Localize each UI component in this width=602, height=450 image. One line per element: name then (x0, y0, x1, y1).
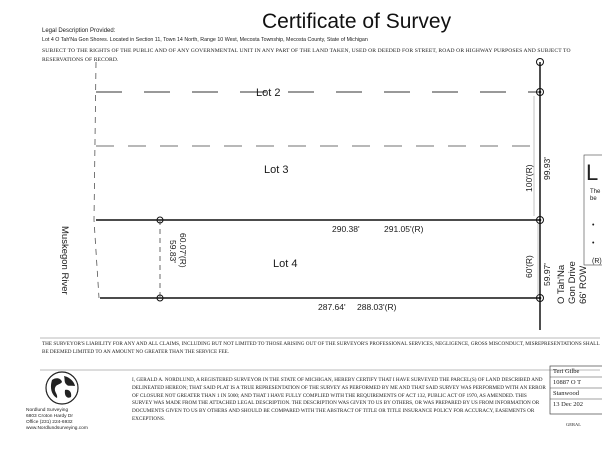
surveyor-certification: I, GERALD A. NORDLUND, A REGISTERED SURVEYOR IN THE STATE OF MICHIGAN, HEREBY CERTIFY THAT I HAVE SURVEYED THE PARCEL(S) OF LAND DESCRIBED AND DELINEATED HEREON; THAT SAID PLAT IS A TRUE REPRESENTATION OF THE SURVEY AS PERFORMED BY ME AND THAT SAID SURVEY WAS PERFORMED WITH AN ERROR OF CLOSURE NOT GREATER THAN 1 IN 5000; AND THAT I HAVE FULLY COMPLIED WITH THE REQUIREMENTS OF ACT 132, PUBLIC ACT OF 1970, AS AMENDED. THIS SURVEY WAS MADE FROM THE ATTACHED LEGAL DESCRIPTION. THE DESCRIPTION WAS GIVEN TO US BY OTHERS, OR WAS PREPARED BY US FROM INFORMATION OR DOCUMENTS GIVEN TO US BY OTHERS AND SHOULD BE COMPARED WITH THE ABSTRACT OF TITLE OR TITLE INSURANCE POLICY FOR ACCURACY, EASEMENTS OR EXCEPTIONS. (132, 377, 546, 422)
road-label: O Tah'Na Gon Drive 66' ROW (556, 261, 589, 304)
lot4-label: Lot 4 (273, 258, 298, 270)
lot3-label: Lot 3 (264, 164, 289, 176)
company-website[interactable]: www.Nordlundsurveying.com (26, 426, 88, 431)
lot3-east-measured: 99.93' (542, 157, 552, 180)
survey-date: 13 Dec 202 (553, 401, 583, 408)
lot2-label: Lot 2 (256, 87, 281, 99)
lot4-west-measured: 59.83' (168, 240, 178, 263)
company-address: 6803 Croton Hardy Dr (26, 414, 73, 419)
legend-text-fragment (590, 189, 600, 203)
client-city: Stanwood (553, 390, 579, 397)
lot3-east-record: 100'(R) (524, 164, 534, 192)
lot4-east-measured: 59.97' (542, 263, 552, 286)
legend-symbols (592, 217, 602, 271)
legal-description-text: Lot 4 O Tah'Na Gon Shores. Located in Section 11, Town 14 North, Range 10 West, Mecosta Township, Mecosta County, State of Michigan (42, 37, 368, 43)
river-bank-line (94, 62, 99, 298)
stamp-fragment: GERAL (566, 422, 581, 427)
client-name: Teri Gilbe (553, 368, 580, 375)
company-phone: Office (231) 224-6932 (26, 420, 73, 425)
corner-marker-lot4-se-center (539, 297, 542, 300)
company-info (26, 408, 88, 432)
page-title: Certificate of Survey (262, 10, 452, 33)
company-name: Nordlund Surveying (26, 408, 69, 413)
subject-to-clause: SUBJECT TO THE RIGHTS OF THE PUBLIC AND OF ANY GOVERNMENTAL UNIT IN ANY PART OF THE LAND TAKEN, USED OR DEEDED FOR STREET, ROAD OR HIGHWAY PURPOSES AND SUBJECT TO RESERVATIONS OF RECORD. (42, 48, 571, 63)
liability-clause: THE SURVEYOR'S LIABILITY FOR ANY AND ALL CLAIMS, INCLUDING BUT NOT LIMITED TO THOSE ARISING OUT OF THE SURVEYOR'S PROFESSIONAL SERVICES, NEGLIGENCE, GROSS MISCONDUCT, MISREPRESENTATIONS SHALL BE DEEMED LIMITED TO AN AMOUNT NO GREATER THAN THE SERVICE FEE. (42, 341, 600, 355)
river-label: Muskegon River (59, 226, 70, 295)
lot4-south-record: 288.03'(R) (357, 302, 397, 312)
legend-symbol-2: • (592, 240, 595, 247)
legend-heading-fragment: L (586, 160, 599, 185)
lot4-north-record: 291.05'(R) (384, 224, 424, 234)
legend-line-1: The (590, 189, 601, 195)
lot4-north-measured: 290.38' (332, 224, 360, 234)
corner-marker-lot2-center (539, 91, 542, 94)
legend-symbol-1: • (592, 222, 595, 229)
globe-logo-icon (44, 370, 80, 406)
lot4-west-record: 60.07'(R) (178, 233, 188, 268)
legal-description-heading: Legal Description Provided: (42, 28, 116, 34)
lot4-east-record: 60'(R) (524, 255, 534, 278)
lot4-south-measured: 287.64' (318, 302, 346, 312)
client-address: 10887 O T (553, 379, 582, 386)
corner-marker-lot4-ne-center (539, 219, 542, 222)
legend-symbol-3: (R) (592, 258, 602, 265)
legend-line-2: be (590, 196, 597, 202)
